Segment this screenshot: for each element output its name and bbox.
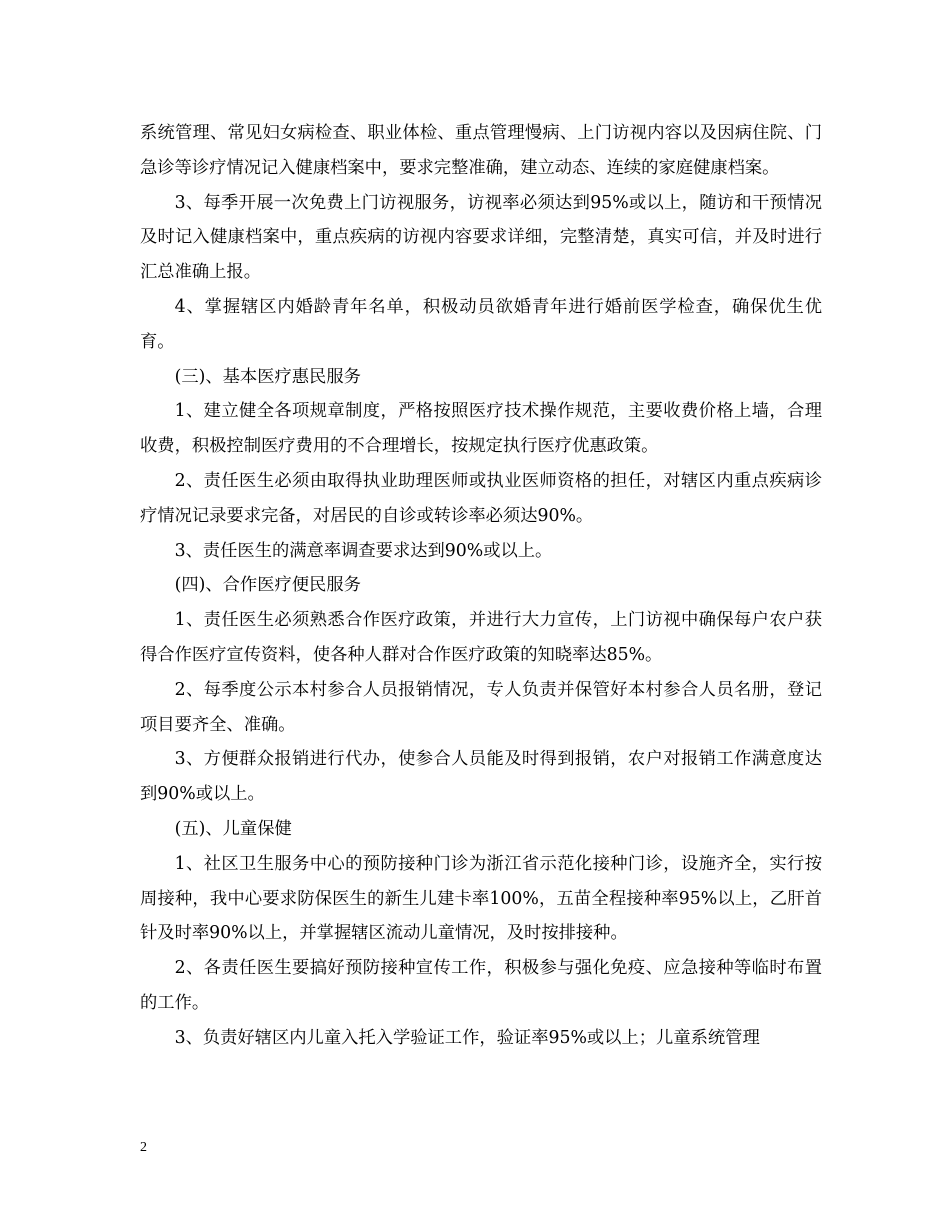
paragraph: 系统管理、常见妇女病检查、职业体检、重点管理慢病、上门访视内容以及因病住院、门急诊等诊疗情况记入健康档案中，要求完整准确，建立动态、连续的家庭健康档案。: [140, 123, 822, 178]
paragraph: 1、建立健全各项规章制度，严格按照医疗技术操作规范，主要收费价格上墙，合理收费，积极控制医疗费用的不合理增长，按规定执行医疗优惠政策。: [140, 401, 822, 457]
paragraph: 4、掌握辖区内婚龄青年名单，积极动员欲婚青年进行婚前医学检查，确保优生优育。: [140, 296, 822, 352]
paragraph: 3、每季开展一次免费上门访视服务，访视率必须达到95%或以上，随访和干预情况及时记入健康档案中，重点疾病的访视内容要求详细，完整清楚，真实可信，并及时进行汇总准确上报。: [140, 192, 822, 283]
paragraph: (四)、合作医疗便民服务: [174, 575, 361, 596]
paragraph: 2、每季度公示本村参合人员报销情况，专人负责并保管好本村参合人员名册，登记项目要齐全、准确。: [140, 679, 822, 735]
paragraph: 1、责任医生必须熟悉合作医疗政策，并进行大力宣传，上门访视中确保每户农户获得合作医疗宣传资料，使各种人群对合作医疗政策的知晓率达85%。: [140, 610, 822, 665]
paragraph: 3、方便群众报销进行代办，使参合人员能及时得到报销，农户对报销工作满意度达到90%或以上。: [140, 749, 822, 805]
paragraph: 2、各责任医生要搞好预防接种宣传工作，积极参与强化免疫、应急接种等临时布置的工作。: [140, 958, 822, 1013]
document-body: [140, 116, 822, 1056]
page-number: 2: [140, 1140, 147, 1155]
paragraph: 3、责任医生的满意率调查要求达到90%或以上。: [174, 540, 553, 561]
paragraph: 3、负责好辖区内儿童入托入学验证工作，验证率95%或以上；儿童系统管理: [174, 1027, 760, 1048]
paragraph: 1、社区卫生服务中心的预防接种门诊为浙江省示范化接种门诊，设施齐全，实行按周接种，我中心要求防保医生的新生儿建卡率100%，五苗全程接种率95%以上，乙肝首针及时率90%以上，并掌握辖区流动儿童情况，及时按排接种。: [140, 853, 822, 944]
paragraph: (五)、儿童保健: [174, 818, 292, 839]
paragraph: 2、责任医生必须由取得执业助理医师或执业医师资格的担任，对辖区内重点疾病诊疗情况记录要求完备，对居民的自诊或转诊率必须达90%。: [140, 470, 822, 526]
paragraph: (三)、基本医疗惠民服务: [174, 366, 361, 387]
